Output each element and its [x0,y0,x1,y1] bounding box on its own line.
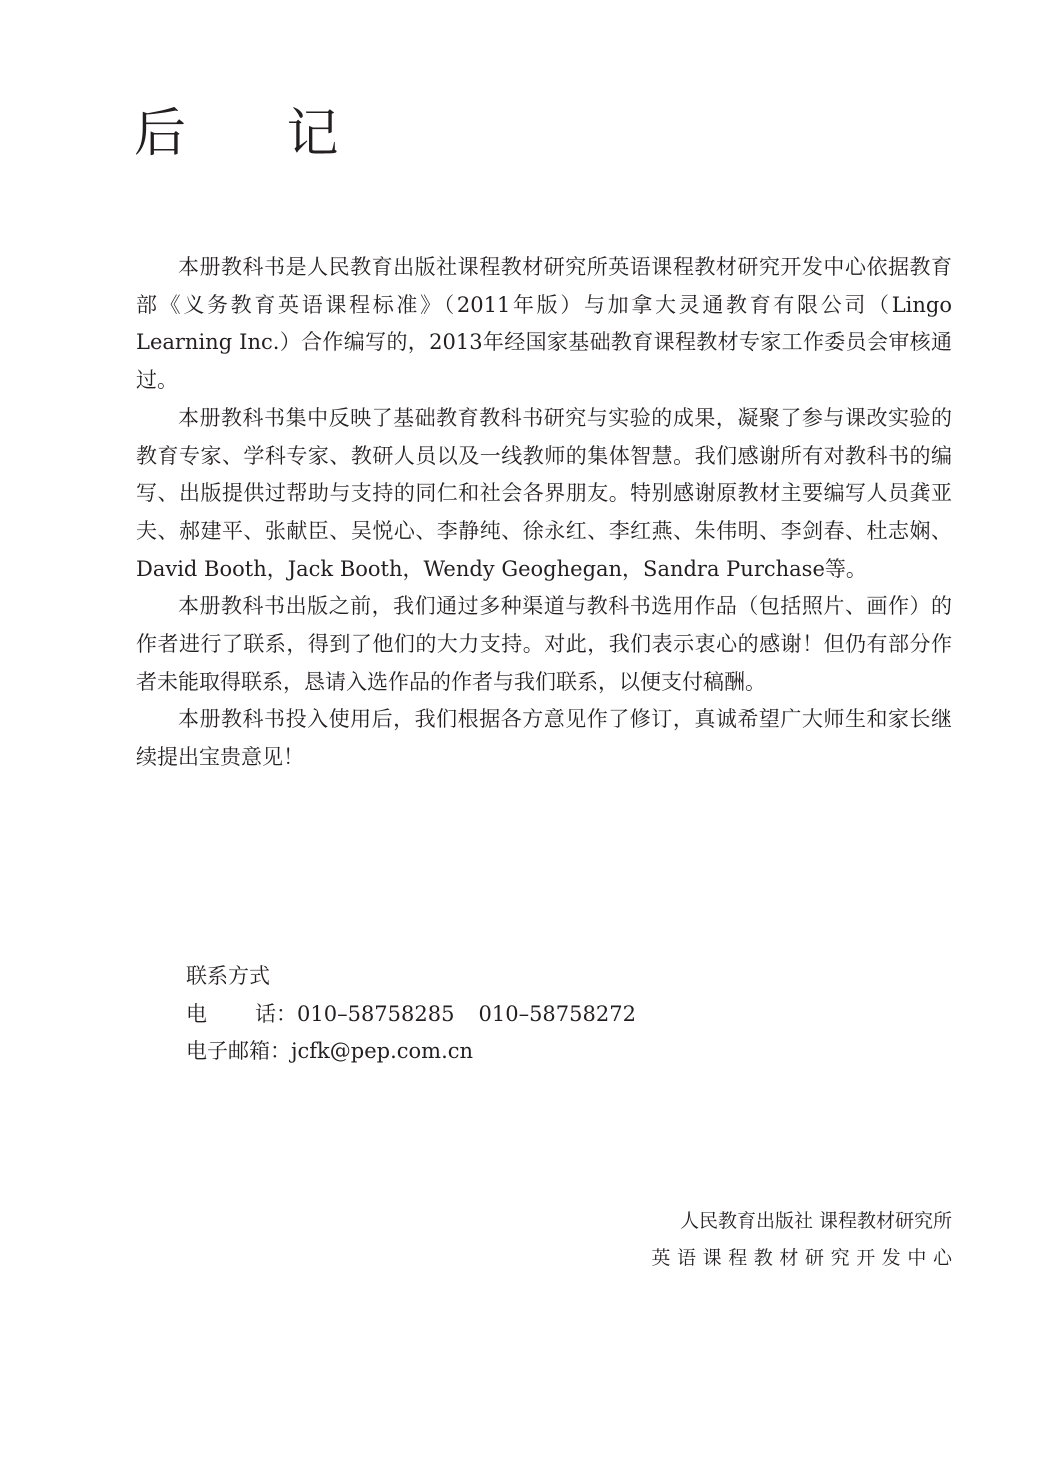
phone-number-1: 010–58758285 [297,1001,455,1026]
phone-label-part-a: 电 [186,1001,207,1026]
contact-heading: 联系方式 [186,964,270,988]
postscript-body [136,249,952,777]
paragraph-3: 本册教科书出版之前，我们通过多种渠道与教科书选用作品（包括照片、画作）的作者进行了联系，得到了他们的大力支持。对此，我们表示衷心的感谢！但仍有部分作者未能取得联系，恳请入选作品的作者与我们联系，以便支付稿酬。 [136,594,952,694]
email-address: jcfk@pep.com.cn [291,1039,474,1063]
phone-label-part-b: 话： [255,1001,297,1026]
email-label: 电子邮箱： [186,1039,291,1063]
signature-line-2: 英语课程教材研究开发中心 [651,1247,959,1269]
paragraph-4: 本册教科书投入使用后，我们根据各方意见作了修订，真诚希望广大师生和家长继续提出宝贵意见！ [136,707,952,770]
phone-number-2: 010–58758272 [478,1001,636,1026]
signature-line-1: 人民教育出版社 课程教材研究所 [679,1210,952,1232]
page-title: 后 记 [134,104,381,164]
contact-info [186,958,636,1071]
contact-email-row [186,1033,636,1071]
contact-phone-row [186,996,636,1034]
paragraph-2: 本册教科书集中反映了基础教育教科书研究与实验的成果，凝聚了参与课改实验的教育专家、学科专家、教研人员以及一线教师的集体智慧。我们感谢所有对教科书的编写、出版提供过帮助与支持的同仁和社会各界朋友。特别感谢原教材主要编写人员龚亚夫、郝建平、张献臣、吴悦心、李静纯、徐永红、李红燕、朱伟明、李剑春、杜志娴、David Booth，Jack Booth，Wendy Geoghegan，Sandra Purchase等。 [136,405,952,581]
paragraph-1: 本册教科书是人民教育出版社课程教材研究所英语课程教材研究开发中心依据教育部《义务教育英语课程标准》（2011年版）与加拿大灵通教育有限公司（Lingo Learning Inc.）合作编写的，2013年经国家基础教育课程教材专家工作委员会审核通过。 [136,255,952,393]
publisher-signature [651,1203,959,1277]
